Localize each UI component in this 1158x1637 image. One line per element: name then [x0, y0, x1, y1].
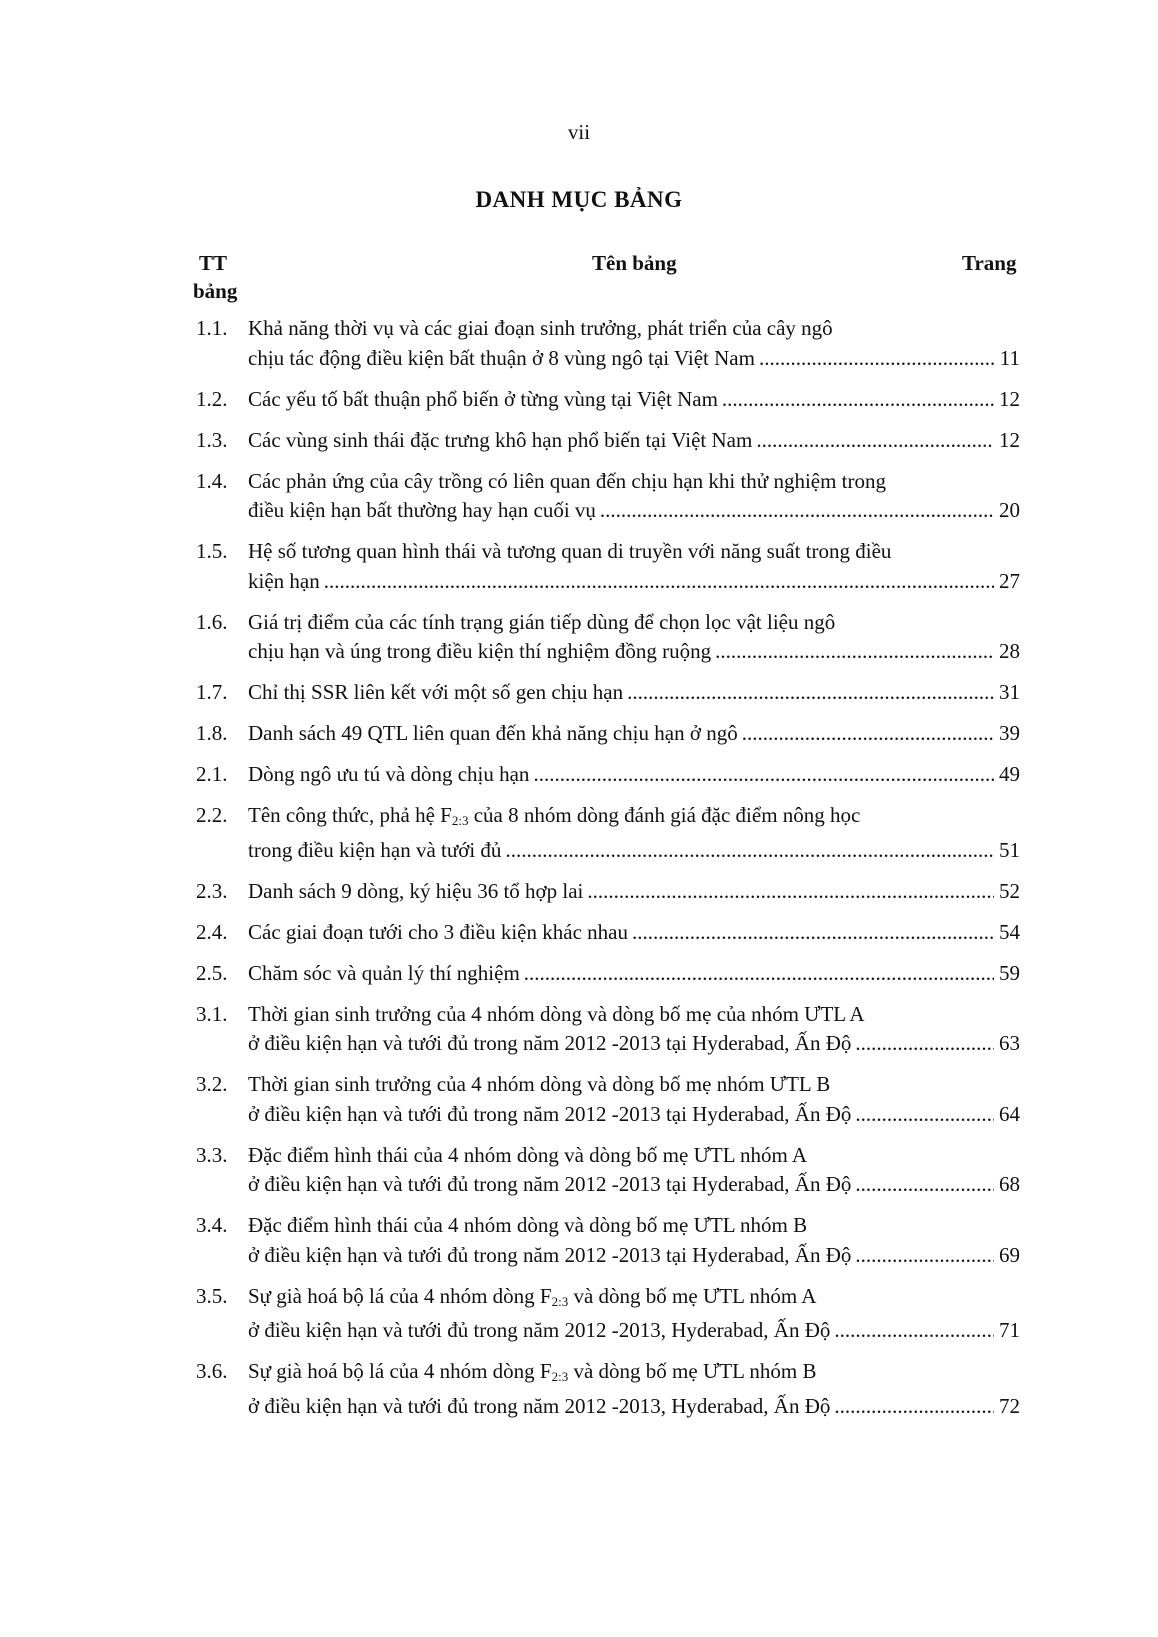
toc-entry[interactable] — [196, 1000, 1020, 1059]
entry-page: 52 — [999, 878, 1020, 903]
entry-number: 3.6. — [196, 1359, 228, 1383]
entry-title-cont: ở điều kiện hạn và tưới đủ trong năm 2012 -2013 tại Hyderabad, Ấn Độ — [248, 1101, 852, 1126]
entry-title: Giá trị điểm của các tính trạng gián tiếp dùng để chọn lọc vật liệu ngô — [248, 609, 836, 634]
entry-page: 68 — [999, 1172, 1020, 1196]
page-title: DANH MỤC BẢNG — [475, 187, 683, 212]
leader-dots — [851, 1100, 994, 1130]
toc-entry[interactable] — [196, 426, 1020, 456]
entry-title-part: Sự già hoá bộ lá của 4 nhóm dòng F — [248, 1283, 552, 1308]
entry-page: 69 — [999, 1242, 1020, 1267]
entry-title: Các phản ứng của cây trồng có liên quan đến chịu hạn khi thử nghiệm trong — [248, 468, 887, 493]
subscript: 2:3 — [551, 1369, 569, 1384]
leader-dots — [520, 959, 994, 989]
toc-entry[interactable] — [196, 537, 1020, 596]
entry-title-part: của 8 nhóm dòng đánh giá đặc điểm nông học — [468, 803, 861, 827]
entry-title-cont: trong điều kiện hạn và tưới đủ — [248, 837, 502, 862]
entry-page: 28 — [999, 639, 1020, 663]
leader-dots — [501, 836, 994, 866]
entry-title: Danh sách 49 QTL liên quan đến khả năng chịu hạn ở ngô — [248, 721, 738, 745]
entry-number: 1.8. — [196, 721, 228, 745]
entry-number: 2.4. — [196, 919, 228, 944]
entry-title: Chỉ thị SSR liên kết với một số gen chịu hạn — [248, 680, 624, 704]
toc-entry[interactable] — [196, 1282, 1020, 1346]
entry-title — [248, 1282, 816, 1317]
toc-entry[interactable] — [196, 760, 1020, 790]
entry-number: 2.2. — [196, 803, 228, 827]
subscript: 2:3 — [551, 1293, 569, 1309]
entry-page: 72 — [999, 1393, 1020, 1418]
toc-entry[interactable] — [196, 314, 1020, 373]
toc-entry[interactable] — [196, 877, 1020, 907]
toc-entry[interactable] — [196, 1141, 1020, 1200]
entry-page: 20 — [999, 498, 1020, 522]
entry-title-part: Tên công thức, phả hệ F — [248, 803, 452, 827]
entry-page: 12 — [999, 427, 1020, 452]
toc-entry[interactable] — [196, 719, 1020, 749]
entry-title-cont: kiện hạn — [248, 568, 320, 593]
entry-title-part: và dòng bố mẹ ƯTL nhóm B — [568, 1359, 817, 1383]
leader-dots — [752, 426, 994, 456]
leader-dots — [830, 1316, 994, 1346]
entry-number: 1.4. — [196, 468, 228, 493]
table-list — [196, 314, 1020, 1433]
entry-number: 3.3. — [196, 1142, 228, 1167]
entry-title-cont: ở điều kiện hạn và tưới đủ trong năm 2012 -2013, Hyderabad, Ấn Độ — [248, 1318, 831, 1342]
entry-title: Thời gian sinh trưởng của 4 nhóm dòng và dòng bố mẹ nhóm ƯTL B — [248, 1072, 831, 1096]
entry-title-cont: chịu hạn và úng trong điều kiện thí nghiệm đồng ruộng — [248, 639, 712, 663]
leader-dots — [851, 1241, 994, 1271]
entry-title: Dòng ngô ưu tú và dòng chịu hạn — [248, 762, 530, 786]
entry-number: 1.2. — [196, 386, 228, 411]
entry-title: Đặc điểm hình thái của 4 nhóm dòng và dòng bố mẹ ƯTL nhóm A — [248, 1142, 808, 1167]
subscript: 2:3 — [451, 813, 469, 828]
entry-title-part: Sự già hoá bộ lá của 4 nhóm dòng F — [248, 1359, 552, 1383]
entry-number: 2.3. — [196, 878, 228, 903]
toc-entry[interactable] — [196, 1357, 1020, 1421]
entry-page: 12 — [999, 386, 1020, 411]
entry-title: Thời gian sinh trưởng của 4 nhóm dòng và dòng bố mẹ của nhóm ƯTL A — [248, 1001, 865, 1026]
entry-title: Các giai đoạn tưới cho 3 điều kiện khác nhau — [248, 919, 628, 944]
entry-number: 1.7. — [196, 680, 228, 704]
entry-page: 51 — [999, 837, 1020, 862]
entry-number: 3.1. — [196, 1001, 228, 1026]
entry-number: 3.2. — [196, 1072, 228, 1096]
entry-page: 31 — [999, 680, 1020, 704]
leader-dots — [623, 678, 994, 708]
toc-entry[interactable] — [196, 1070, 1020, 1129]
entry-page: 64 — [999, 1101, 1020, 1126]
leader-dots — [628, 918, 994, 948]
entry-number: 2.1. — [196, 762, 228, 786]
entry-page: 71 — [999, 1318, 1020, 1342]
entry-title: Các yếu tố bất thuận phổ biến ở từng vùng tại Việt Nam — [248, 386, 718, 411]
entry-title-cont: ở điều kiện hạn và tưới đủ trong năm 2012 -2013 tại Hyderabad, Ấn Độ — [248, 1172, 852, 1196]
entry-page: 54 — [999, 919, 1020, 944]
column-header-tt-line2: bảng — [193, 279, 238, 303]
leader-dots — [755, 344, 994, 374]
entry-page: 11 — [999, 345, 1020, 370]
entry-title-cont: ở điều kiện hạn và tưới đủ trong năm 2012 -2013 tại Hyderabad, Ấn Độ — [248, 1031, 852, 1055]
leader-dots — [320, 567, 994, 597]
leader-dots — [851, 1170, 994, 1200]
page-number: vii — [567, 120, 591, 144]
column-header-page: Trang — [962, 251, 1017, 275]
entry-title-cont: chịu tác động điều kiện bất thuận ở 8 vùng ngô tại Việt Nam — [248, 345, 755, 370]
entry-number: 3.5. — [196, 1283, 228, 1308]
entry-page: 27 — [999, 568, 1020, 593]
entry-title: Khả năng thời vụ và các giai đoạn sinh trưởng, phát triển của cây ngô — [248, 316, 833, 340]
leader-dots — [711, 637, 994, 667]
entry-number: 1.6. — [196, 609, 228, 634]
toc-entry[interactable] — [196, 385, 1020, 415]
column-header-tt: TT — [199, 251, 228, 275]
entry-number: 2.5. — [196, 960, 228, 985]
entry-page: 49 — [999, 762, 1020, 786]
entry-title — [248, 801, 860, 836]
leader-dots — [738, 719, 994, 749]
toc-entry[interactable] — [196, 918, 1020, 948]
entry-number: 1.3. — [196, 427, 228, 452]
toc-entry[interactable] — [196, 1211, 1020, 1270]
entry-title: Đặc điểm hình thái của 4 nhóm dòng và dòng bố mẹ ƯTL nhóm B — [248, 1213, 808, 1237]
entry-title-cont: ở điều kiện hạn và tưới đủ trong năm 2012 -2013 tại Hyderabad, Ấn Độ — [248, 1242, 852, 1267]
toc-entry[interactable] — [196, 801, 1020, 865]
entry-title: Hệ số tương quan hình thái và tương quan di truyền với năng suất trong điều — [248, 539, 892, 563]
entry-number: 1.1. — [196, 316, 228, 340]
column-header-name: Tên bảng — [592, 251, 677, 275]
entry-page: 63 — [999, 1031, 1020, 1055]
leader-dots — [851, 1029, 994, 1059]
entry-title: Các vùng sinh thái đặc trưng khô hạn phổ biến tại Việt Nam — [248, 427, 753, 452]
toc-entry[interactable] — [196, 608, 1020, 667]
entry-page: 59 — [999, 960, 1020, 985]
entry-page: 39 — [999, 721, 1020, 745]
leader-dots — [529, 760, 994, 790]
entry-number: 1.5. — [196, 539, 228, 563]
leader-dots — [830, 1392, 994, 1422]
entry-number: 3.4. — [196, 1213, 228, 1237]
entry-title-part: và dòng bố mẹ ƯTL nhóm A — [568, 1283, 817, 1308]
leader-dots — [583, 877, 994, 907]
toc-entry[interactable] — [196, 467, 1020, 526]
entry-title-cont: ở điều kiện hạn và tưới đủ trong năm 2012 -2013, Hyderabad, Ấn Độ — [248, 1393, 831, 1418]
entry-title — [248, 1357, 816, 1392]
leader-dots — [596, 496, 994, 526]
toc-entry[interactable] — [196, 678, 1020, 708]
entry-title: Danh sách 9 dòng, ký hiệu 36 tổ hợp lai — [248, 878, 584, 903]
entry-title-cont: điều kiện hạn bất thường hay hạn cuối vụ — [248, 498, 596, 522]
toc-entry[interactable] — [196, 959, 1020, 989]
leader-dots — [718, 385, 994, 415]
entry-title: Chăm sóc và quản lý thí nghiệm — [248, 960, 520, 985]
